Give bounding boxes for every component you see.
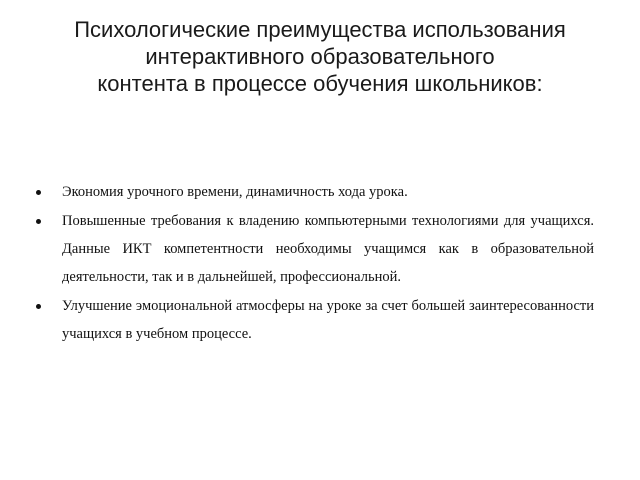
bullet-item	[34, 207, 594, 291]
bullet-text: Повышенные требования к владению компьютерными технологиями для учащихся. Данные ИКТ компетентности необходимы учащимся как в образовательной деятельности, так и в дальнейшей, профессиональной.	[62, 213, 594, 285]
bullet-dot-icon	[36, 190, 41, 195]
title-line: Психологические преимущества использования	[74, 17, 566, 42]
bullet-text: Улучшение эмоциональной атмосферы на уроке за счет большей заинтересованности учащихся в учебном процессе.	[62, 298, 594, 342]
bullet-text: Экономия урочного времени, динамичность хода урока.	[62, 184, 408, 200]
slide-title	[20, 16, 620, 97]
bullet-item	[34, 292, 594, 348]
bullet-list	[34, 178, 594, 349]
bullet-dot-icon	[36, 219, 41, 224]
bullet-item	[34, 178, 594, 206]
title-line: контента в процессе обучения школьников:	[97, 71, 543, 96]
bullet-dot-icon	[36, 304, 41, 309]
title-line: интерактивного образовательного	[145, 44, 495, 69]
